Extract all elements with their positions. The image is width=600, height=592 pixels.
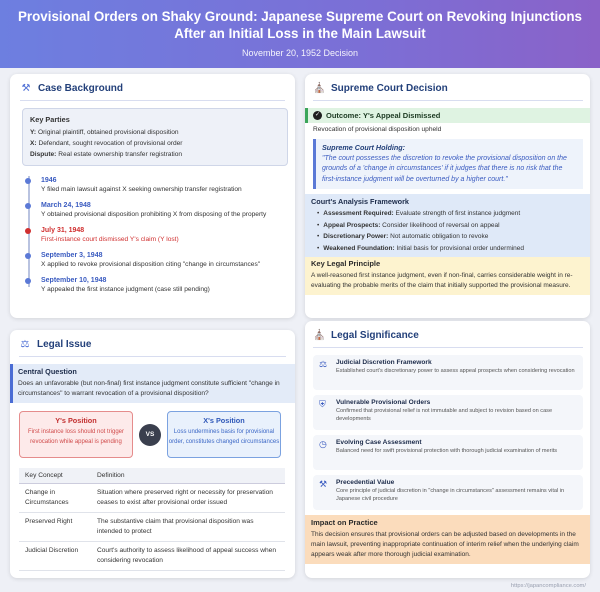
legal-issue-card — [10, 330, 295, 578]
framework-item: • Discretionary Power: Not automatic obligation to revoke — [317, 231, 584, 243]
gavel-icon: ⚒ — [319, 479, 328, 489]
footer-url[interactable]: https://japancompliance.com/ — [510, 583, 586, 589]
framework-item: • Assessment Required: Evaluate strength of first instance judgment — [317, 208, 584, 220]
y-position-desc: First instance loss should not trigger revocation while appeal is pending — [27, 429, 125, 445]
timeline-desc: Y filed main lawsuit against X seeking ownership transfer registration — [41, 186, 242, 193]
page-subtitle: November 20, 1952 Decision — [241, 48, 359, 58]
y-position-title: Y's Position — [55, 416, 97, 425]
courthouse-icon: ⛪ — [313, 330, 326, 341]
holding-title: Supreme Court Holding: — [322, 143, 406, 152]
timeline-desc: Y appealed the first instance judgment (case still pending) — [41, 286, 210, 293]
significance-header — [313, 330, 583, 348]
framework-title: Court's Analysis Framework — [311, 196, 409, 206]
timeline-date: 1946 — [41, 177, 57, 184]
timeline-dot — [25, 178, 31, 184]
central-question-box — [10, 364, 295, 403]
timeline-dot — [25, 253, 31, 259]
timeline-item — [41, 176, 285, 195]
legal-issue-title: Legal Issue — [37, 339, 92, 350]
column-header: Key Concept — [19, 468, 91, 484]
decision-header — [313, 83, 583, 101]
x-position-desc: Loss undermines basis for provisional order, constitutes changed circumstances — [168, 429, 280, 445]
header — [0, 0, 600, 68]
timeline-item — [41, 276, 285, 295]
table-cell: Preserved Right — [19, 513, 91, 542]
party-row: Y: Original plaintiff, obtained provisional disposition — [30, 129, 179, 136]
y-position-box — [19, 411, 133, 458]
timeline-item — [41, 251, 285, 270]
table-cell: Court's authority to assess likelihood of appeal success when considering revocation — [91, 542, 285, 571]
timeline-item — [41, 226, 285, 245]
framework-item: • Appeal Prospects: Consider likelihood of reversal on appeal — [317, 220, 584, 232]
courthouse-icon: ⛪ — [313, 83, 326, 94]
table-cell: The substantive claim that provisional disposition was intended to protect — [91, 513, 285, 542]
significance-item — [313, 475, 583, 510]
table-header-row — [19, 468, 285, 484]
table-row — [19, 513, 285, 542]
table-row — [19, 484, 285, 513]
key-parties-box — [22, 108, 288, 166]
scales-icon: ⚖ — [20, 339, 30, 350]
legal-issue-header — [19, 339, 286, 357]
x-position-title: X's Position — [203, 416, 245, 425]
significance-item-desc: Balanced need for swift provisional protection with thorough judicial examination of merits — [336, 448, 558, 454]
principle-desc: A well-reasoned first instance judgment, even if non-final, carries considerable weight in re-evaluating the probable merits of the claim that initially supported the provisional measure. — [311, 272, 573, 290]
key-parties-label: Key Parties — [30, 115, 70, 124]
party-row: Dispute: Real estate ownership transfer registration — [30, 151, 183, 158]
page-title: Provisional Orders on Shaky Ground: Japanese Supreme Court on Revoking Injunctions After an Initial Loss in the Main Lawsuit — [17, 9, 582, 41]
table-cell: Judicial Discretion — [19, 542, 91, 571]
outcome-title: Outcome: Y's Appeal Dismissed — [326, 111, 441, 120]
column-header: Definition — [91, 468, 285, 484]
impact-box — [305, 515, 590, 564]
shield-icon: ⛨ — [319, 399, 326, 409]
case-background-card — [10, 74, 295, 318]
scales-icon: ⚖ — [319, 359, 328, 369]
significance-item-title: Precedential Value — [336, 479, 395, 486]
outcome-desc: Revocation of provisional disposition upheld — [313, 126, 442, 133]
significance-item — [313, 395, 583, 430]
timeline-desc: Y obtained provisional disposition prohibiting X from disposing of the property — [41, 211, 267, 218]
timeline-dot — [25, 203, 31, 209]
case-background-title: Case Background — [38, 83, 124, 94]
gavel-icon: ⚒ — [21, 83, 31, 94]
timeline-date: March 24, 1948 — [41, 202, 91, 209]
vs-badge: VS — [139, 424, 161, 446]
significance-item-title: Judicial Discretion Framework — [336, 359, 432, 366]
impact-desc: This decision ensures that provisional orders can be adjusted based on developments in the main lawsuit, preventing inappropriate continuation of interim relief when the underlying claim appears weak after more thorough judicial examination. — [311, 531, 579, 558]
outcome-box — [305, 108, 590, 123]
significance-card — [305, 321, 590, 578]
central-question-text: Does an unfavorable (but non-final) first instance judgment constitute sufficient "change in circumstances" to warrant revocation of a provisional disposition? — [18, 380, 280, 397]
table-cell: Change in Circumstances — [19, 484, 91, 513]
timeline-desc: X applied to revoke provisional disposition citing "change in circumstances" — [41, 261, 261, 268]
x-position-box — [167, 411, 281, 458]
case-background-header — [20, 83, 285, 101]
timeline-dot — [25, 228, 31, 234]
significance-item — [313, 435, 583, 470]
principle-box — [305, 257, 590, 295]
significance-item-title: Evolving Case Assessment — [336, 439, 422, 446]
framework-item: • Weakened Foundation: Initial basis for provisional order undermined — [317, 243, 584, 255]
timeline — [20, 176, 285, 295]
significance-item — [313, 355, 583, 390]
significance-item-desc: Core principle of judicial discretion in "change in circumstances" assessment remains vital in Japanese civil procedure — [336, 488, 565, 502]
significance-item-desc: Established court's discretionary power to assess appeal prospects when considering revocation — [336, 368, 575, 374]
holding-box — [313, 139, 583, 189]
principle-title: Key Legal Principle — [311, 259, 381, 269]
holding-quote: "The court possesses the discretion to revoke the provisional disposition on the grounds of a 'change in circumstances' if it judges that there is no risk that the first-instance judgment will be overturned by a higher court." — [322, 155, 567, 183]
check-circle-icon: ✓ — [314, 112, 321, 118]
central-question-title: Central Question — [18, 367, 77, 376]
table-cell: Situation where preserved right or necessity for preservation ceases to exist after provisional order issued — [91, 484, 285, 513]
timeline-dot — [25, 278, 31, 284]
significance-item-desc: Confirmed that provisional relief is not immutable and subject to revision based on case developments — [336, 408, 553, 422]
timeline-date: July 31, 1948 — [41, 227, 85, 234]
timeline-date: September 3, 1948 — [41, 252, 103, 259]
table-row — [19, 542, 285, 571]
concepts-table — [19, 468, 285, 571]
significance-title: Legal Significance — [331, 330, 419, 341]
framework-box — [305, 194, 590, 257]
timeline-desc: First-instance court dismissed Y's claim (Y lost) — [41, 236, 179, 243]
timeline-item — [41, 201, 285, 220]
impact-title: Impact on Practice — [311, 518, 378, 527]
significance-item-title: Vulnerable Provisional Orders — [336, 399, 431, 406]
clock-icon: ◷ — [319, 439, 327, 449]
decision-card — [305, 74, 590, 318]
party-row: X: Defendant, sought revocation of provisional order — [30, 140, 183, 147]
framework-list — [311, 208, 584, 255]
timeline-date: September 10, 1948 — [41, 277, 107, 284]
decision-title: Supreme Court Decision — [331, 83, 448, 94]
positions-row — [19, 411, 286, 458]
